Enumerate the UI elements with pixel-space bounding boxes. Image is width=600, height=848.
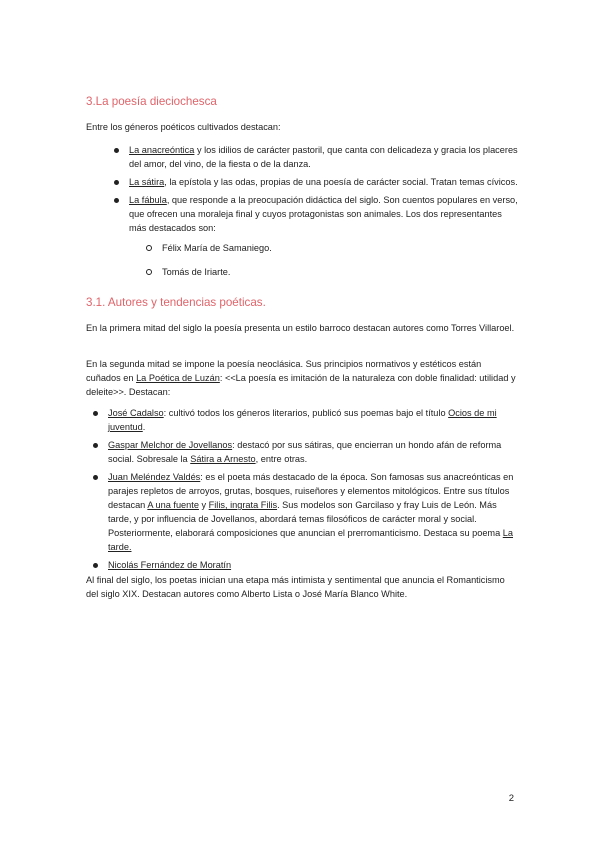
bullet-icon xyxy=(93,475,98,480)
para-text: : <<La poesía es imitación de la naturaleza con doble finalidad: utilidad y deleite>>. Destacan: xyxy=(86,373,516,397)
subitem-text: Félix María de Samaniego. xyxy=(162,243,272,253)
list-item xyxy=(0,406,518,434)
link-jovellanos[interactable]: Gaspar Melchor de Jovellanos xyxy=(108,440,233,450)
item-text: , la epístola y las odas, propias de una poesía de carácter social. Tratan temas cívicos. xyxy=(164,177,518,187)
page-number: 2 xyxy=(508,793,514,804)
item-text: : destacó por sus sátiras, que encierran un hondo afán de reforma social. Sobresale la xyxy=(108,440,502,464)
section-heading-autores: 3.1. Autores y tendencias poéticas. xyxy=(86,296,266,309)
link-moratin[interactable]: Nicolás Fernández de Moratín xyxy=(108,560,232,570)
link-fabula[interactable]: La fábula xyxy=(129,195,167,205)
item-text: , entre otras. xyxy=(255,454,308,464)
paragraph-final-siglo: Al final del siglo, los poetas inician una etapa más intimista y sentimental que anuncia el Romanticismo del siglo XIX. Destacan autores como Alberto Lista o José María Blanco White. xyxy=(86,575,505,599)
list-item xyxy=(0,175,518,189)
fabulists-list xyxy=(129,241,518,279)
list-item xyxy=(0,193,518,279)
bullet-icon xyxy=(93,443,98,448)
link-a-una-fuente[interactable]: A una fuente xyxy=(147,500,199,510)
list-item xyxy=(0,143,518,171)
para-text: En la segunda mitad se impone la poesía neoclásica. Sus principios normativos y estéticos están cuñados en xyxy=(86,359,482,383)
bullet-icon xyxy=(93,411,98,416)
list-item xyxy=(0,470,518,554)
item-text: , que responde a la preocupación didáctica del siglo. Son cuentos populares en verso, que ofrecen una moraleja final y cuyos protagonistas son animales. Los dos representantes más destacados son: xyxy=(129,195,518,233)
link-poetica-luzan[interactable]: La Poética de Luzán xyxy=(136,373,220,383)
genres-list xyxy=(0,143,600,289)
link-la-tarde[interactable]: La tarde. xyxy=(108,528,513,552)
circle-bullet-icon xyxy=(146,269,152,275)
bullet-icon xyxy=(93,563,98,568)
list-item xyxy=(129,241,518,255)
link-anacreontica[interactable]: La anacreóntica xyxy=(129,145,195,155)
subitem-text: Tomás de Iriarte. xyxy=(162,267,231,277)
link-melendez-valdes[interactable]: Juan Meléndez Valdés xyxy=(108,472,201,482)
link-ocios[interactable]: Ocios de mi juventud xyxy=(108,408,497,432)
paragraph-segunda-mitad xyxy=(86,357,518,399)
link-cadalso[interactable]: José Cadalso xyxy=(108,408,164,418)
list-item xyxy=(129,265,518,279)
item-text: : cultivó todos los géneros literarios, publicó sus poemas bajo el título xyxy=(163,408,449,418)
bullet-icon xyxy=(114,148,119,153)
bullet-icon xyxy=(114,180,119,185)
bullet-icon xyxy=(114,198,119,203)
link-filis[interactable]: Filis, ingrata Filis xyxy=(208,500,278,510)
item-text: y xyxy=(198,500,209,510)
list-item xyxy=(0,558,518,572)
link-satira-arnesto[interactable]: Sátira a Arnesto xyxy=(190,454,256,464)
intro-paragraph: Entre los géneros poéticos cultivados destacan: xyxy=(86,122,281,132)
item-text: . Sus modelos son Garcilaso y fray Luis de León. Más tarde, y por influencia de Jovellanos, abordará temas filosóficos de carácter moral y social. Posteriormente, elaborará composiciones que anuncian el prerromanticismo. Destaca su poema xyxy=(108,500,503,538)
item-text: : es el poeta más destacado de la época. Son famosas sus anacreónticas en parajes repletos de arroyos, grutas, bosques, ruiseñores y elementos mitológicos. Entre sus títulos destacan xyxy=(108,472,514,510)
paragraph-primera-mitad: En la primera mitad del siglo la poesía presenta un estilo barroco destacan autores como Torres Villaroel. xyxy=(86,323,515,333)
link-satira[interactable]: La sátira xyxy=(129,177,165,187)
list-item xyxy=(0,438,518,466)
item-text: y los idilios de carácter pastoril, que canta con delicadeza y gracia los placeres del amor, del vino, de la fiesta o de la danza. xyxy=(129,145,518,169)
circle-bullet-icon xyxy=(146,245,152,251)
item-text: . xyxy=(142,422,146,432)
authors-list xyxy=(0,406,600,576)
section-heading-poesia: 3.La poesía dieciochesca xyxy=(86,95,217,108)
